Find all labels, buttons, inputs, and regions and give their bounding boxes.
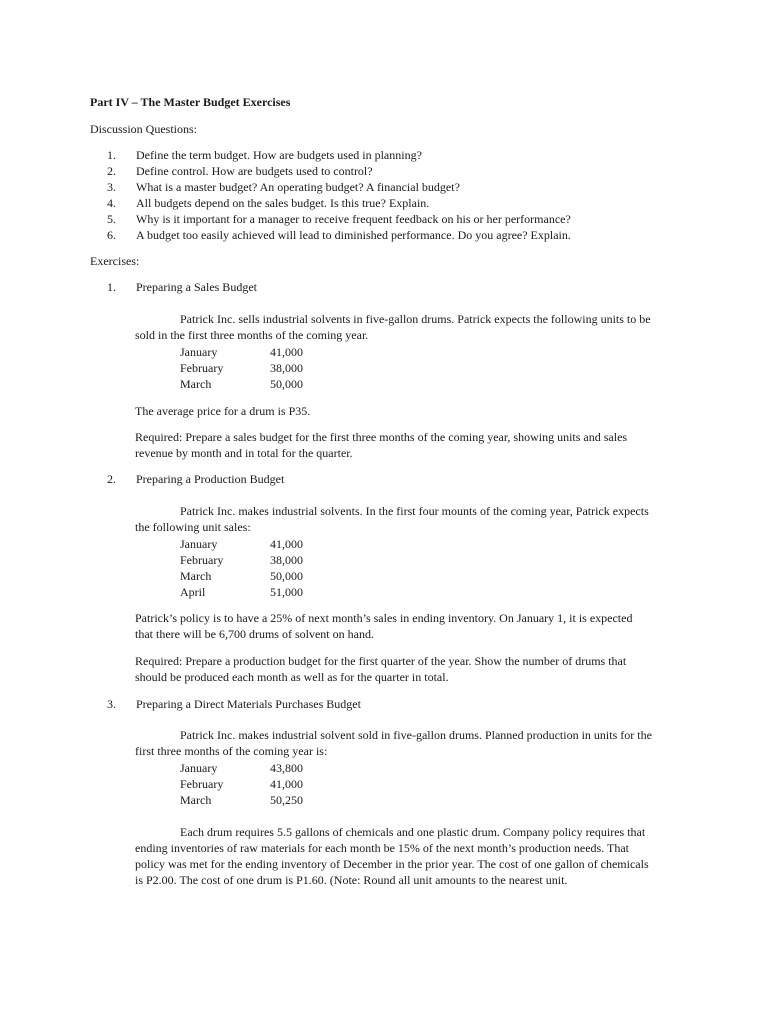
exercise-paragraph: ending inventories of raw materials for each month be 15% of the next month’s production needs. That: [135, 841, 629, 855]
required-text: revenue by month and in total for the quarter.: [135, 446, 353, 460]
exercise-title: Preparing a Sales Budget: [136, 280, 257, 294]
discussion-item-text: Why is it important for a manager to receive frequent feedback on his or her performance?: [136, 212, 571, 226]
month-label: January: [180, 761, 218, 775]
discussion-item-text: Define the term budget. How are budgets used in planning?: [136, 148, 422, 162]
discussion-item-number: 1.: [107, 148, 116, 162]
month-label: March: [180, 569, 212, 583]
month-label: March: [180, 377, 212, 391]
units-value: 41,000: [270, 777, 303, 791]
exercise-paragraph: Patrick Inc. makes industrial solvent sold in five-gallon drums. Planned production in units for the: [180, 728, 652, 742]
units-value: 38,000: [270, 361, 303, 375]
document-title: Part IV – The Master Budget Exercises: [90, 95, 291, 109]
month-label: January: [180, 537, 218, 551]
exercise-paragraph: the following unit sales:: [135, 520, 251, 534]
exercise-title: Preparing a Direct Materials Purchases Budget: [136, 697, 361, 711]
units-value: 41,000: [270, 345, 303, 359]
exercise-paragraph: Patrick’s policy is to have a 25% of next month’s sales in ending inventory. On January 1, it is expected: [135, 611, 633, 625]
month-label: April: [180, 585, 206, 599]
units-value: 38,000: [270, 553, 303, 567]
exercise-number: 3.: [107, 697, 116, 711]
month-label: March: [180, 793, 212, 807]
exercise-paragraph: Each drum requires 5.5 gallons of chemicals and one plastic drum. Company policy requires that: [180, 825, 646, 839]
exercise-paragraph: sold in the first three months of the coming year.: [135, 328, 369, 342]
discussion-item-number: 2.: [107, 164, 116, 178]
discussion-item-number: 6.: [107, 228, 116, 242]
exercise-paragraph: Patrick Inc. sells industrial solvents in five-gallon drums. Patrick expects the following units to be: [180, 312, 651, 326]
exercise-paragraph: policy was met for the ending inventory of December in the prior year. The cost of one gallon of chemicals: [135, 857, 649, 871]
month-label: January: [180, 345, 218, 359]
units-value: 51,000: [270, 585, 303, 599]
discussion-item-text: What is a master budget? An operating budget? A financial budget?: [136, 180, 460, 194]
units-value: 41,000: [270, 537, 303, 551]
exercise-number: 1.: [107, 280, 116, 294]
month-label: February: [180, 361, 224, 375]
discussion-item-text: Define control. How are budgets used to control?: [136, 164, 373, 178]
exercise-paragraph: The average price for a drum is P35.: [135, 404, 311, 418]
discussion-item-number: 3.: [107, 180, 116, 194]
exercises-heading: Exercises:: [90, 254, 140, 268]
units-value: 50,000: [270, 569, 303, 583]
exercise-title: Preparing a Production Budget: [136, 472, 285, 486]
discussion-item-text: A budget too easily achieved will lead to diminished performance. Do you agree? Explain.: [136, 228, 571, 242]
month-label: February: [180, 553, 224, 567]
month-label: February: [180, 777, 224, 791]
discussion-heading: Discussion Questions:: [90, 122, 198, 136]
required-text: should be produced each month as well as for the quarter in total.: [135, 670, 449, 684]
required-text: Required: Prepare a sales budget for the first three months of the coming year, showing units and sales: [135, 430, 628, 444]
required-text: Required: Prepare a production budget for the first quarter of the year. Show the number of drums that: [135, 654, 627, 668]
units-value: 43,800: [270, 761, 303, 775]
discussion-item-text: All budgets depend on the sales budget. Is this true? Explain.: [136, 196, 430, 210]
discussion-item-number: 4.: [107, 196, 116, 210]
exercise-paragraph: is P2.00. The cost of one drum is P1.60. (Note: Round all unit amounts to the nearest unit.: [135, 873, 568, 887]
exercise-paragraph: first three months of the coming year is:: [135, 744, 328, 758]
units-value: 50,250: [270, 793, 303, 807]
units-value: 50,000: [270, 377, 303, 391]
exercise-number: 2.: [107, 472, 116, 486]
exercise-paragraph: that there will be 6,700 drums of solvent on hand.: [135, 627, 374, 641]
exercise-paragraph: Patrick Inc. makes industrial solvents. In the first four mounts of the coming year, Patrick expects: [180, 504, 649, 518]
discussion-item-number: 5.: [107, 212, 116, 226]
